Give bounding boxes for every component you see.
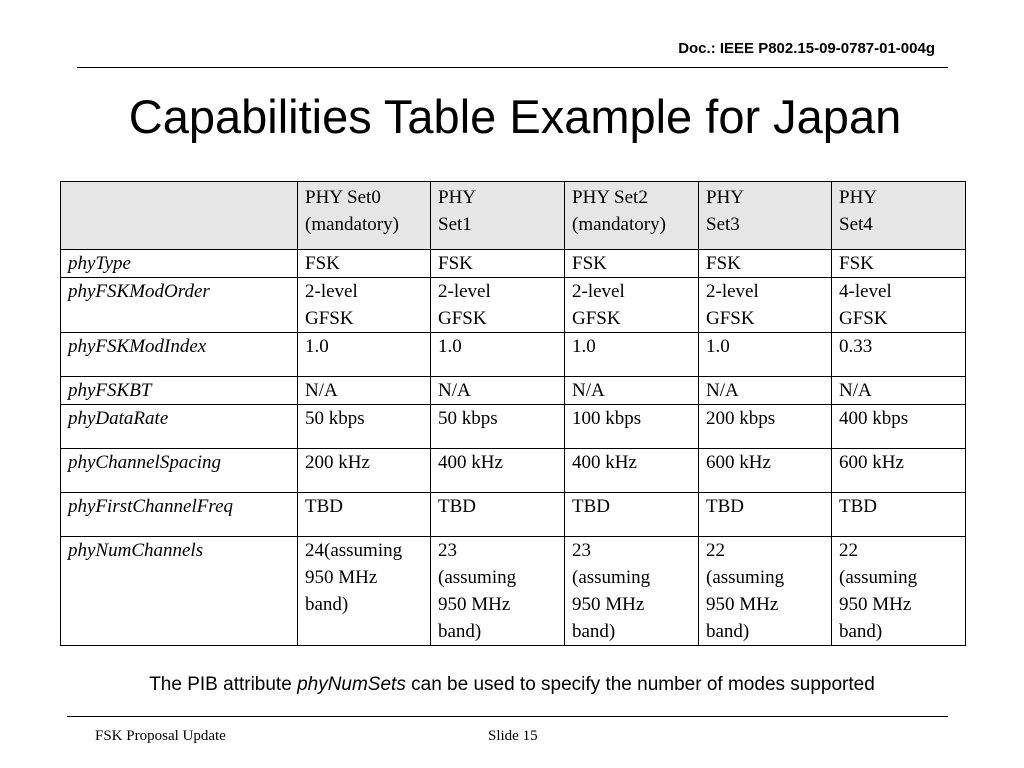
attribute-name-cell: phyFirstChannelFreq (61, 493, 298, 537)
value-cell (298, 449, 431, 493)
cell-line: band) (706, 621, 750, 642)
cell-line: 2-level (305, 281, 358, 302)
value-cell (431, 278, 565, 333)
header-line: Set4 (839, 214, 873, 235)
cell-line: 1.0 (572, 336, 596, 357)
cell-line: 50 kbps (438, 408, 498, 429)
table-row (61, 537, 966, 646)
cell-line: 950 MHz (706, 594, 779, 615)
cell-line: FSK (839, 253, 874, 274)
attribute-name-cell: phyFSKModOrder (61, 278, 298, 333)
header-line: PHY (706, 187, 745, 208)
cell-line: (assuming (706, 567, 785, 588)
cell-line: GFSK (572, 308, 621, 329)
cell-line: band) (839, 621, 883, 642)
attribute-name-cell: phyChannelSpacing (61, 449, 298, 493)
header-cell-phy-set0 (298, 182, 431, 250)
cell-line: (assuming (572, 567, 651, 588)
cell-line: N/A (572, 380, 605, 401)
value-cell (832, 333, 966, 377)
value-cell (565, 449, 699, 493)
cell-line: 50 kbps (305, 408, 365, 429)
table-row (61, 449, 966, 493)
value-cell (298, 278, 431, 333)
value-cell (431, 250, 565, 278)
cell-line: 950 MHz (839, 594, 912, 615)
cell-line: 400 kHz (438, 452, 503, 473)
cell-line: 200 kbps (706, 408, 776, 429)
cell-line: 23 (438, 540, 457, 561)
slide-title: Capabilities Table Example for Japan (128, 90, 902, 143)
caption-text-before: The PIB attribute (149, 674, 298, 695)
caption-text-after: can be used to specify the number of modes supported (405, 674, 875, 695)
footer-presentation-title: FSK Proposal Update (95, 728, 226, 744)
cell-line: FSK (706, 253, 741, 274)
header-divider (77, 67, 948, 68)
header-line: Set3 (706, 214, 740, 235)
cell-line: 0.33 (839, 336, 873, 357)
header-cell-phy-set3 (699, 182, 832, 250)
value-cell (832, 377, 966, 405)
table-header-row (61, 182, 966, 250)
value-cell (832, 278, 966, 333)
footer-divider (67, 716, 948, 717)
value-cell (832, 493, 966, 537)
cell-line: 400 kHz (572, 452, 637, 473)
cell-line: N/A (305, 380, 338, 401)
cell-line: FSK (572, 253, 607, 274)
header-line: (mandatory) (572, 214, 666, 235)
cell-line: 950 MHz (572, 594, 645, 615)
cell-line: 22 (839, 540, 858, 561)
value-cell (431, 493, 565, 537)
table-row (61, 405, 966, 449)
cell-line: band) (572, 621, 616, 642)
value-cell (565, 333, 699, 377)
cell-line: 2-level (706, 281, 759, 302)
cell-line: TBD (706, 496, 744, 517)
caption-emphasis: phyNumSets (297, 674, 406, 695)
footer-slide-number: Slide 15 (488, 728, 538, 744)
attribute-name-cell: phyDataRate (61, 405, 298, 449)
cell-line: 950 MHz (305, 567, 378, 588)
value-cell (832, 405, 966, 449)
cell-line: 24(assuming (305, 540, 403, 561)
cell-line: TBD (305, 496, 343, 517)
cell-line: TBD (572, 496, 610, 517)
header-cell-empty (61, 182, 298, 250)
table-row (61, 250, 966, 278)
value-cell (699, 493, 832, 537)
value-cell (298, 333, 431, 377)
value-cell (565, 537, 699, 646)
value-cell (832, 250, 966, 278)
cell-line: FSK (438, 253, 473, 274)
document-id: Doc.: IEEE P802.15-09-0787-01-004g (678, 40, 935, 57)
value-cell (431, 405, 565, 449)
cell-line: FSK (305, 253, 340, 274)
cell-line: (assuming (438, 567, 517, 588)
cell-line: GFSK (706, 308, 755, 329)
header-line: (mandatory) (305, 214, 399, 235)
value-cell (431, 377, 565, 405)
header-cell-phy-set1 (431, 182, 565, 250)
cell-line: 1.0 (305, 336, 329, 357)
value-cell (832, 449, 966, 493)
cell-line: 2-level (572, 281, 625, 302)
value-cell (699, 278, 832, 333)
cell-line: 1.0 (706, 336, 730, 357)
value-cell (699, 405, 832, 449)
attribute-name-cell: phyType (61, 250, 298, 278)
value-cell (298, 405, 431, 449)
header-line: Set1 (438, 214, 472, 235)
cell-line: 600 kHz (839, 452, 904, 473)
value-cell (431, 537, 565, 646)
cell-line: TBD (438, 496, 476, 517)
value-cell (298, 493, 431, 537)
cell-line: 100 kbps (572, 408, 642, 429)
cell-line: 950 MHz (438, 594, 511, 615)
table-row (61, 333, 966, 377)
cell-line: 4-level (839, 281, 892, 302)
cell-line: TBD (839, 496, 877, 517)
attribute-name-cell: phyNumChannels (61, 537, 298, 646)
cell-line: 200 kHz (305, 452, 370, 473)
table-row (61, 278, 966, 333)
attribute-name-cell: phyFSKModIndex (61, 333, 298, 377)
value-cell (565, 405, 699, 449)
cell-line: band) (305, 594, 349, 615)
header-line: PHY Set0 (305, 187, 381, 208)
cell-line: band) (438, 621, 482, 642)
value-cell (565, 278, 699, 333)
table-row (61, 377, 966, 405)
value-cell (565, 377, 699, 405)
value-cell (298, 377, 431, 405)
cell-line: 600 kHz (706, 452, 771, 473)
cell-line: N/A (839, 380, 872, 401)
cell-line: 2-level (438, 281, 491, 302)
cell-line: GFSK (438, 308, 487, 329)
value-cell (699, 377, 832, 405)
attribute-name-cell: phyFSKBT (61, 377, 298, 405)
value-cell (298, 537, 431, 646)
header-line: PHY Set2 (572, 187, 648, 208)
cell-line: GFSK (839, 308, 888, 329)
header-line: PHY (839, 187, 878, 208)
value-cell (699, 449, 832, 493)
value-cell (699, 250, 832, 278)
value-cell (699, 537, 832, 646)
value-cell (565, 493, 699, 537)
cell-line: 23 (572, 540, 591, 561)
value-cell (431, 449, 565, 493)
cell-line: N/A (438, 380, 471, 401)
header-cell-phy-set2 (565, 182, 699, 250)
value-cell (298, 250, 431, 278)
slide-caption (0, 674, 1024, 696)
cell-line: (assuming (839, 567, 918, 588)
value-cell (699, 333, 832, 377)
value-cell (431, 333, 565, 377)
cell-line: 22 (706, 540, 725, 561)
cell-line: GFSK (305, 308, 354, 329)
header-line: PHY (438, 187, 477, 208)
value-cell (565, 250, 699, 278)
header-cell-phy-set4 (832, 182, 966, 250)
cell-line: 1.0 (438, 336, 462, 357)
cell-line: N/A (706, 380, 739, 401)
capabilities-table (60, 181, 966, 646)
cell-line: 400 kbps (839, 408, 909, 429)
table-row (61, 493, 966, 537)
value-cell (832, 537, 966, 646)
